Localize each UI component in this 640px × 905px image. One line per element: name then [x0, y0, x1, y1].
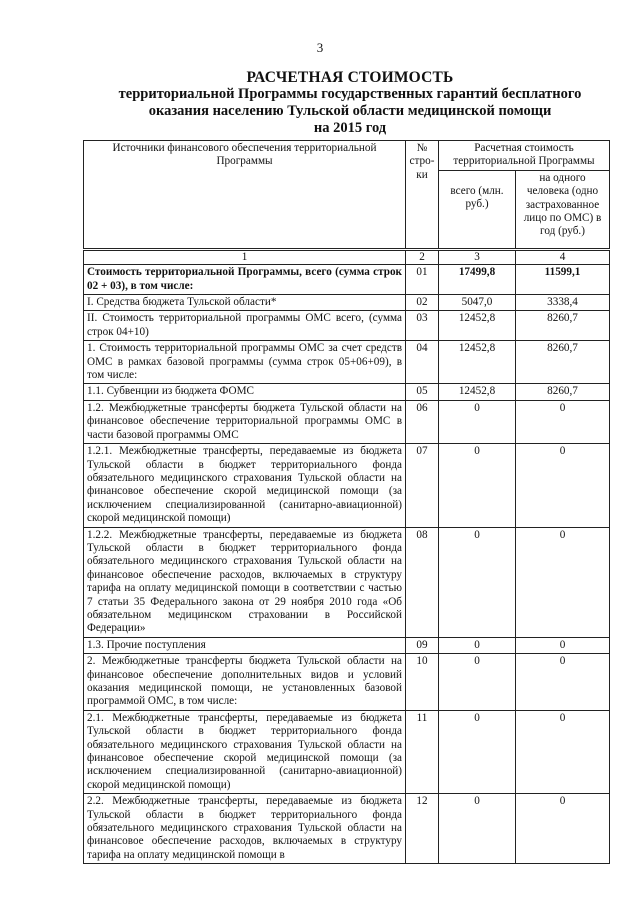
row-number: 04 [406, 341, 439, 384]
table-body [84, 249, 610, 863]
row-per-person: 0 [516, 527, 610, 637]
header-source: Источники финансового обеспечения территориальной Программы [84, 141, 406, 250]
table-row [84, 637, 610, 653]
row-total: 0 [439, 794, 516, 864]
row-total: 12452,8 [439, 384, 516, 400]
row-number: 10 [406, 654, 439, 711]
row-number: 08 [406, 527, 439, 637]
row-text: Стоимость территориальной Программы, всего (сумма строк 02 + 03), в том числе: [84, 265, 406, 295]
row-total: 0 [439, 400, 516, 443]
row-per-person: 0 [516, 444, 610, 527]
row-total: 17499,8 [439, 265, 516, 295]
row-text: I. Средства бюджета Тульской области* [84, 295, 406, 311]
row-total: 0 [439, 444, 516, 527]
document-title [60, 69, 640, 137]
title-line-4: на 2015 год [313, 120, 387, 136]
row-text: 1.1. Субвенции из бюджета ФОМС [84, 384, 406, 400]
table-row [84, 400, 610, 443]
row-number: 02 [406, 295, 439, 311]
index-cell: 3 [439, 249, 516, 264]
header-total: всего (млн. руб.) [439, 170, 516, 249]
index-row [84, 249, 610, 264]
row-number: 03 [406, 311, 439, 341]
row-per-person: 0 [516, 637, 610, 653]
row-number: 11 [406, 710, 439, 793]
index-cell: 2 [406, 249, 439, 264]
header-row-no: № стро-ки [406, 141, 439, 250]
header-per-person: на одного человека (одно застрахованное лицо по ОМС) в год (руб.) [516, 170, 610, 249]
row-number: 12 [406, 794, 439, 864]
row-number: 06 [406, 400, 439, 443]
table-row [84, 794, 610, 864]
title-line-2: территориальной Программы государственных гарантий бесплатного [118, 86, 582, 102]
row-total: 0 [439, 710, 516, 793]
table-row [84, 710, 610, 793]
header-calc-cost: Расчетная стоимость территориальной Программы [439, 141, 610, 171]
row-per-person: 0 [516, 400, 610, 443]
row-text: II. Стоимость территориальной программы ОМС всего, (сумма строк 04+10) [84, 311, 406, 341]
row-per-person: 0 [516, 710, 610, 793]
cost-table [83, 140, 610, 864]
row-text: 1.2. Межбюджетные трансферты бюджета Тульской области на финансовое обеспечение территориальной программы ОМС в части базовой программы ОМС [84, 400, 406, 443]
row-per-person: 3338,4 [516, 295, 610, 311]
row-total: 12452,8 [439, 311, 516, 341]
row-per-person: 8260,7 [516, 341, 610, 384]
row-text: 2. Межбюджетные трансферты бюджета Тульской области на финансовое обеспечение дополнительных видов и условий оказания медицинской помощи, не установленных базовой программой ОМС, в том числе: [84, 654, 406, 711]
row-text: 1.2.2. Межбюджетные трансферты, передаваемые из бюджета Тульской области в бюджет территориального фонда обязательного медицинского страхования Тульской области на финансовое обеспечение расходов, включаемых в структуру тарифа на оплату медицинской помощи в соответствии с частью 7 статьи 35 Федерального закона от 29 ноября 2010 года «Об обязательном медицинском страховании в Российской Федерации» [84, 527, 406, 637]
row-total: 5047,0 [439, 295, 516, 311]
row-number: 05 [406, 384, 439, 400]
row-per-person: 0 [516, 794, 610, 864]
table-row [84, 265, 610, 295]
row-total: 0 [439, 637, 516, 653]
row-number: 01 [406, 265, 439, 295]
row-per-person: 8260,7 [516, 384, 610, 400]
row-per-person: 0 [516, 654, 610, 711]
row-number: 07 [406, 444, 439, 527]
row-text: 1.3. Прочие поступления [84, 637, 406, 653]
row-text: 2.1. Межбюджетные трансферты, передаваемые из бюджета Тульской области в бюджет территориального фонда обязательного медицинского страхования Тульской области на финансовое обеспечение скорой медицинской помощи (за исключением специализированной (санитарно-авиационной) скорой медицинской помощи) [84, 710, 406, 793]
index-cell: 4 [516, 249, 610, 264]
row-per-person: 8260,7 [516, 311, 610, 341]
table-row [84, 527, 610, 637]
row-total: 0 [439, 527, 516, 637]
table-row [84, 295, 610, 311]
table-row [84, 384, 610, 400]
page-number: 3 [316, 40, 324, 55]
table-row [84, 444, 610, 527]
row-total: 0 [439, 654, 516, 711]
title-line-3: оказания населению Тульской области медицинской помощи [148, 103, 552, 119]
row-total: 12452,8 [439, 341, 516, 384]
row-per-person: 11599,1 [516, 265, 610, 295]
table-row [84, 311, 610, 341]
row-number: 09 [406, 637, 439, 653]
table-row [84, 341, 610, 384]
row-text: 1. Стоимость территориальной программы ОМС за счет средств ОМС в рамках базовой программы (сумма строк 05+06+09), в том числе: [84, 341, 406, 384]
index-cell: 1 [84, 249, 406, 264]
table-row [84, 654, 610, 711]
row-text: 1.2.1. Межбюджетные трансферты, передаваемые из бюджета Тульской области в бюджет территориального фонда обязательного медицинского страхования Тульской области на финансовое обеспечение скорой медицинской помощи (за исключением специализированной (санитарно-авиационной) скорой медицинской помощи) [84, 444, 406, 527]
row-text: 2.2. Межбюджетные трансферты, передаваемые из бюджета Тульской области в бюджет территориального фонда обязательного медицинского страхования Тульской области на финансовое обеспечение расходов, включаемых в структуру тарифа на оплату медицинской помощи в [84, 794, 406, 864]
title-line-1: РАСЧЕТНАЯ СТОИМОСТЬ [246, 69, 454, 86]
